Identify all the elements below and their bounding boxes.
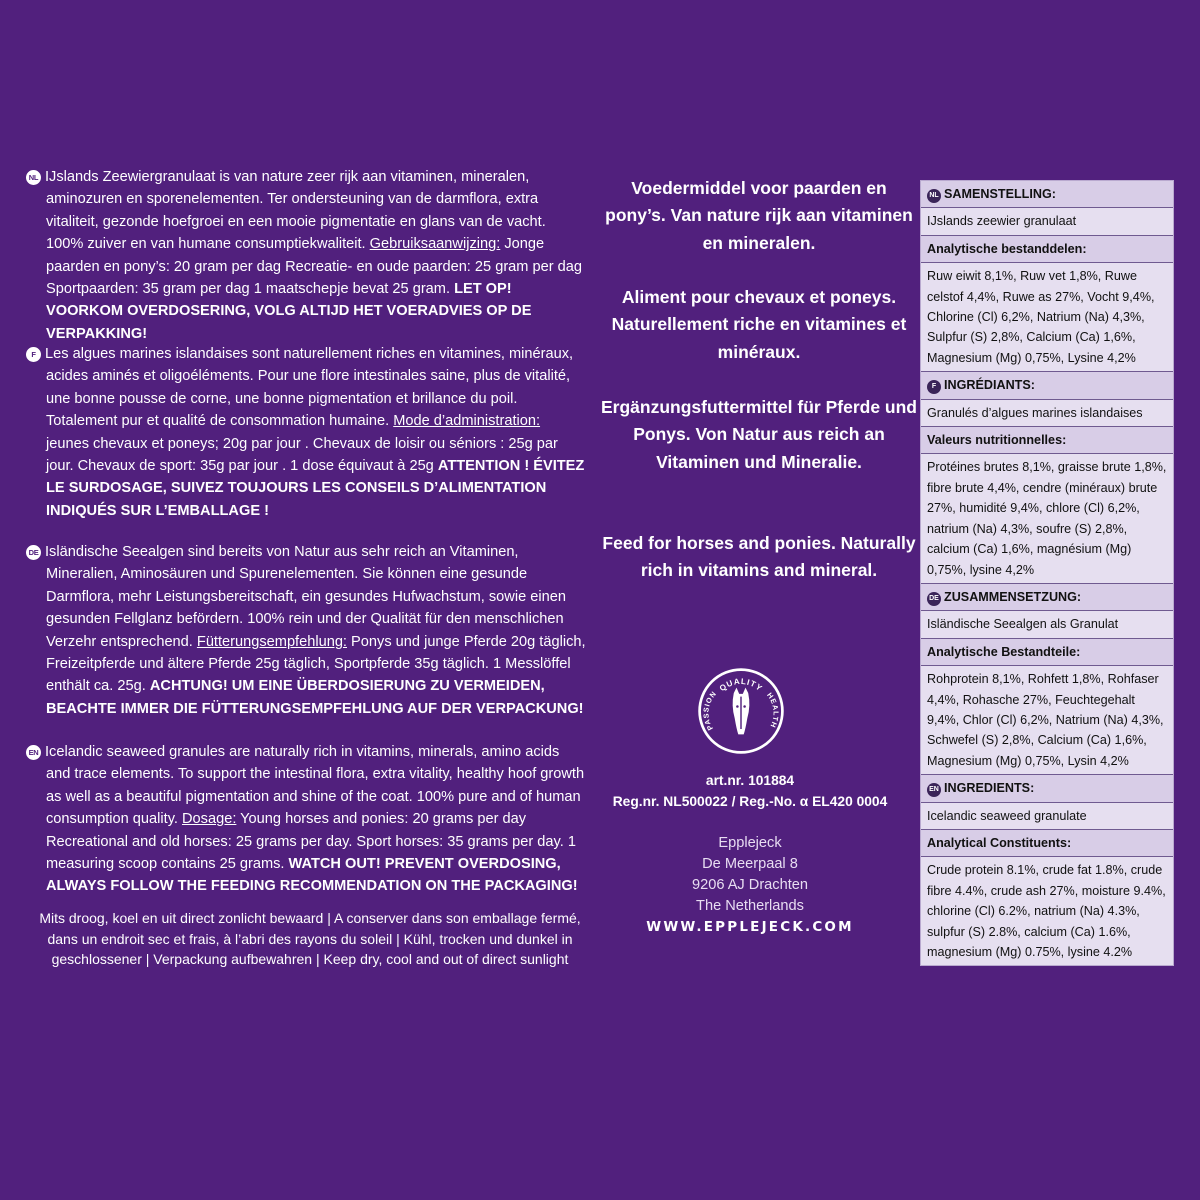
de-text: Isländische Seealgen sind bereits von Natur aus sehr reich an Vitaminen, Mineralien, Aminosäuren und Spurenelementen. Sie können eine gesunde Darmflora, mehr Leistungsbereitschaft, ein gesundes Hufwachstum, sowie einen gesunden Fellglanz befördern. 100% rein und der Qualität für den menschlichen Verzehr entsprechend.: [45, 544, 566, 650]
feed-description-nl: Voedermiddel voor paarden en pony’s. Van nature rijk aan vitaminen en mineralen.: [605, 178, 913, 253]
table-en-heading: INGREDIENTS:: [944, 781, 1035, 796]
table-en-badge: EN: [927, 783, 941, 797]
en-warning: WATCH OUT! PREVENT OVERDOSING, ALWAYS FOLLOW THE FEEDING RECOMMENDATION ON THE PACKAGING!: [46, 856, 578, 895]
en-text: Icelandic seaweed granules are naturally rich in vitamins, minerals, amino acids and trace elements. To support the intestinal flora, extra vitality, healthy hoof growth as well as a beautiful pigmentation and shine of the coat. 100% pure and of human consumption quality.: [45, 744, 585, 828]
quality-seal-logo: [696, 666, 786, 756]
table-heading-fr: [921, 372, 1173, 399]
feed-description-de: Ergänzungsfuttermittel für Pferde und Ponys. Von Natur aus reich an Vitaminen und Mineralie.: [601, 397, 917, 472]
horse-head-icon: [733, 688, 750, 735]
company-name: Epplejeck: [718, 835, 782, 851]
country: The Netherlands: [696, 898, 804, 914]
website-url: WWW.EPPLEJECK.COM: [646, 919, 854, 935]
german-description: [26, 541, 586, 720]
feed-description-en: Feed for horses and ponies. Naturally rich in vitamins and mineral.: [602, 533, 916, 581]
table-row-nl-analytic: Ruw eiwit 8,1%, Ruw vet 1,8%, Ruwe celstof 4,4%, Ruwe as 27%, Vocht 9,4%, Chlorine (Cl) 6,2%, Natrium (Na) 4,3%, Sulpfur (S) 2,8%, Calcium (Ca) 1,6%, Magnesium (Mg) 0,75%, Lysine 4,2%: [921, 263, 1173, 372]
seal-top-text: QUALITY: [717, 676, 765, 694]
en-dosage-label: Dosage:: [182, 811, 237, 828]
street-address: De Meerpaal 8: [702, 856, 798, 872]
table-row-nl-analytic-heading: Analytische bestanddelen:: [921, 236, 1173, 263]
composition-table: [920, 180, 1174, 966]
en-dosage-text: Young horses and ponies: 20 grams per day Recreational and old horses: 25 grams per day. Sport horses: 35 grams per day. 1 measuring scoop contains 25 grams.: [46, 811, 576, 873]
table-row-fr-analytic-heading: Valeurs nutritionnelles:: [921, 427, 1173, 454]
fr-badge: F: [26, 347, 41, 362]
table-row-en-analytic-heading: Analytical Constituents:: [921, 830, 1173, 857]
nl-badge: NL: [26, 170, 41, 185]
seal-right-text: HEALTH: [765, 690, 781, 730]
nl-warning: LET OP! VOORKOM OVERDOSERING, VOLG ALTIJD HET VOERADVIES OP DE VERPAKKING!: [46, 281, 532, 342]
feed-description-fr: Aliment pour chevaux et poneys. Naturellement riche en vitamines et minéraux.: [611, 287, 907, 362]
fr-text: Les algues marines islandaises sont naturellement riches en vitamines, minéraux, acides aminés et oligoéléments. Pour une flore intestinales saine, plus de vitalité, une bonne pousse de corne, une bonne pigmentation et brillance du poil. Totalement pur et qualité de consommation humaine.: [45, 346, 574, 430]
table-row-en-analytic: Crude protein 8.1%, crude fat 1.8%, crude fibre 4.4%, crude ash 27%, moisture 9.4%, chlorine (Cl) 6.2%, natrium (Na) 4.3%, sulpfur (S) 2.8%, calcium (Ca) 1.6%, magnesium (Mg) 0.75%, lysine 4.2%: [927, 863, 1166, 959]
seal-left-text: PASSION: [701, 688, 719, 733]
company-address: [600, 833, 900, 917]
table-fr-heading: INGRÉDIANTS:: [944, 378, 1035, 393]
fr-warning: ATTENTION ! ÉVITEZ LE SURDOSAGE, SUIVEZ TOUJOURS LES CONSEILS D’ALIMENTATION INDIQUÉS SUR L’EMBALLAGE !: [46, 458, 585, 519]
table-row-de-analytic-heading: Analytische Bestandteile:: [921, 639, 1173, 666]
city-address: 9206 AJ Drachten: [691, 877, 809, 893]
table-row-de-analytic: Rohprotein 8,1%, Rohfett 1,8%, Rohfaser 4,4%, Rohasche 27%, Feuchtegehalt 9,4%, Chlor (Cl) 6,2%, Natrium (Na) 4,3%, Schwefel (S) 2,8%, Calcium (Ca) 1,6%, Magnesium (Mg) 0,75%, Lysin 4,2%: [921, 666, 1173, 775]
english-description: [26, 741, 586, 898]
table-row-nl-composition: IJslands zeewier granulaat: [921, 208, 1173, 235]
table-de-badge: DE: [927, 592, 941, 606]
table-heading-de: [921, 584, 1173, 611]
table-heading-nl: [921, 181, 1173, 208]
dutch-description: [26, 166, 586, 345]
storage-instructions: Mits droog, koel en uit direct zonlicht bewaard | A conserver dans son emballage fermé, dans un endroit sec et frais, à l’abri des rayons du soleil | Kühl, trocken und dunkel in geschlossener | Verpackung aufbewahren | Keep dry, cool and out of direct sunlight: [39, 910, 581, 968]
de-badge: DE: [26, 545, 41, 560]
table-nl-heading: SAMENSTELLING:: [944, 187, 1056, 201]
fr-dosage-text: jeunes chevaux et poneys; 20g par jour . Chevaux de loisir ou séniors : 25g par jour. Chevaux de sport: 35g par jour . 1 dose équivaut à 25g: [46, 435, 558, 475]
nl-text: IJslands Zeewiergranulaat is van nature zeer rijk aan vitaminen, mineralen, aminozuren en sporenelementen. Ter ondersteuning van de darmflora, extra vitaliteit, gezonde hoefgroei en een mooie pigmentatie en glans van de vacht. 100% zuiver en van humane consumptiekwaliteit.: [45, 169, 546, 253]
table-row-en-composition: Icelandic seaweed granulate: [921, 803, 1173, 830]
table-row-fr-composition: Granulés d’algues marines islandaises: [921, 400, 1173, 427]
table-de-heading: ZUSAMMENSETZUNG:: [944, 589, 1082, 604]
nl-dosage-label: Gebruiksaanwijzing:: [369, 236, 501, 253]
table-row-de-composition: Isländische Seealgen als Granulat: [921, 611, 1173, 638]
french-description: [26, 343, 586, 522]
fr-dosage-label: Mode d’administration:: [393, 413, 541, 430]
de-dosage-label: Fütterungsempfehlung:: [196, 633, 347, 650]
en-badge: EN: [26, 745, 41, 760]
nl-dosage-text: Jonge paarden en pony’s: 20 gram per dag Recreatie- en oude paarden: 25 gram per dag Sportpaarden: 35 gram per dag 1 maatschepje bevat 25 gram.: [46, 236, 583, 298]
de-dosage-text: Ponys und junge Pferde 20g täglich, Freizeitpferde und ältere Pferde 25g täglich, Sportpferde 35g täglich. 1 Messlöffel enthält ca. 25g.: [46, 633, 586, 695]
table-fr-badge: F: [927, 380, 941, 394]
registration-info: [600, 770, 900, 812]
table-heading-en: [921, 775, 1173, 802]
table-row-fr-analytic: Protéines brutes 8,1%, graisse brute 1,8%, fibre brute 4,4%, cendre (minéraux) brute 27%, humidité 9,4%, chlore (Cl) 6,2%, natrium (Na) 4,3%, soufre (S) 2,8%, calcium (Ca) 1,6%, magnésium (Mg) 0,75%, lysine 4,2%: [921, 454, 1173, 583]
table-nl-badge: NL: [927, 189, 941, 203]
registration-number: Reg.nr. NL500022 / Reg.-No. α EL420 0004: [612, 794, 888, 809]
article-number: art.nr. 101884: [705, 773, 795, 788]
de-warning: ACHTUNG! UM EINE ÜBERDOSIERUNG ZU VERMEIDEN, BEACHTE IMMER DIE FÜTTERUNGSEMPFEHLUNG AUF DER VERPACKUNG!: [46, 678, 584, 717]
